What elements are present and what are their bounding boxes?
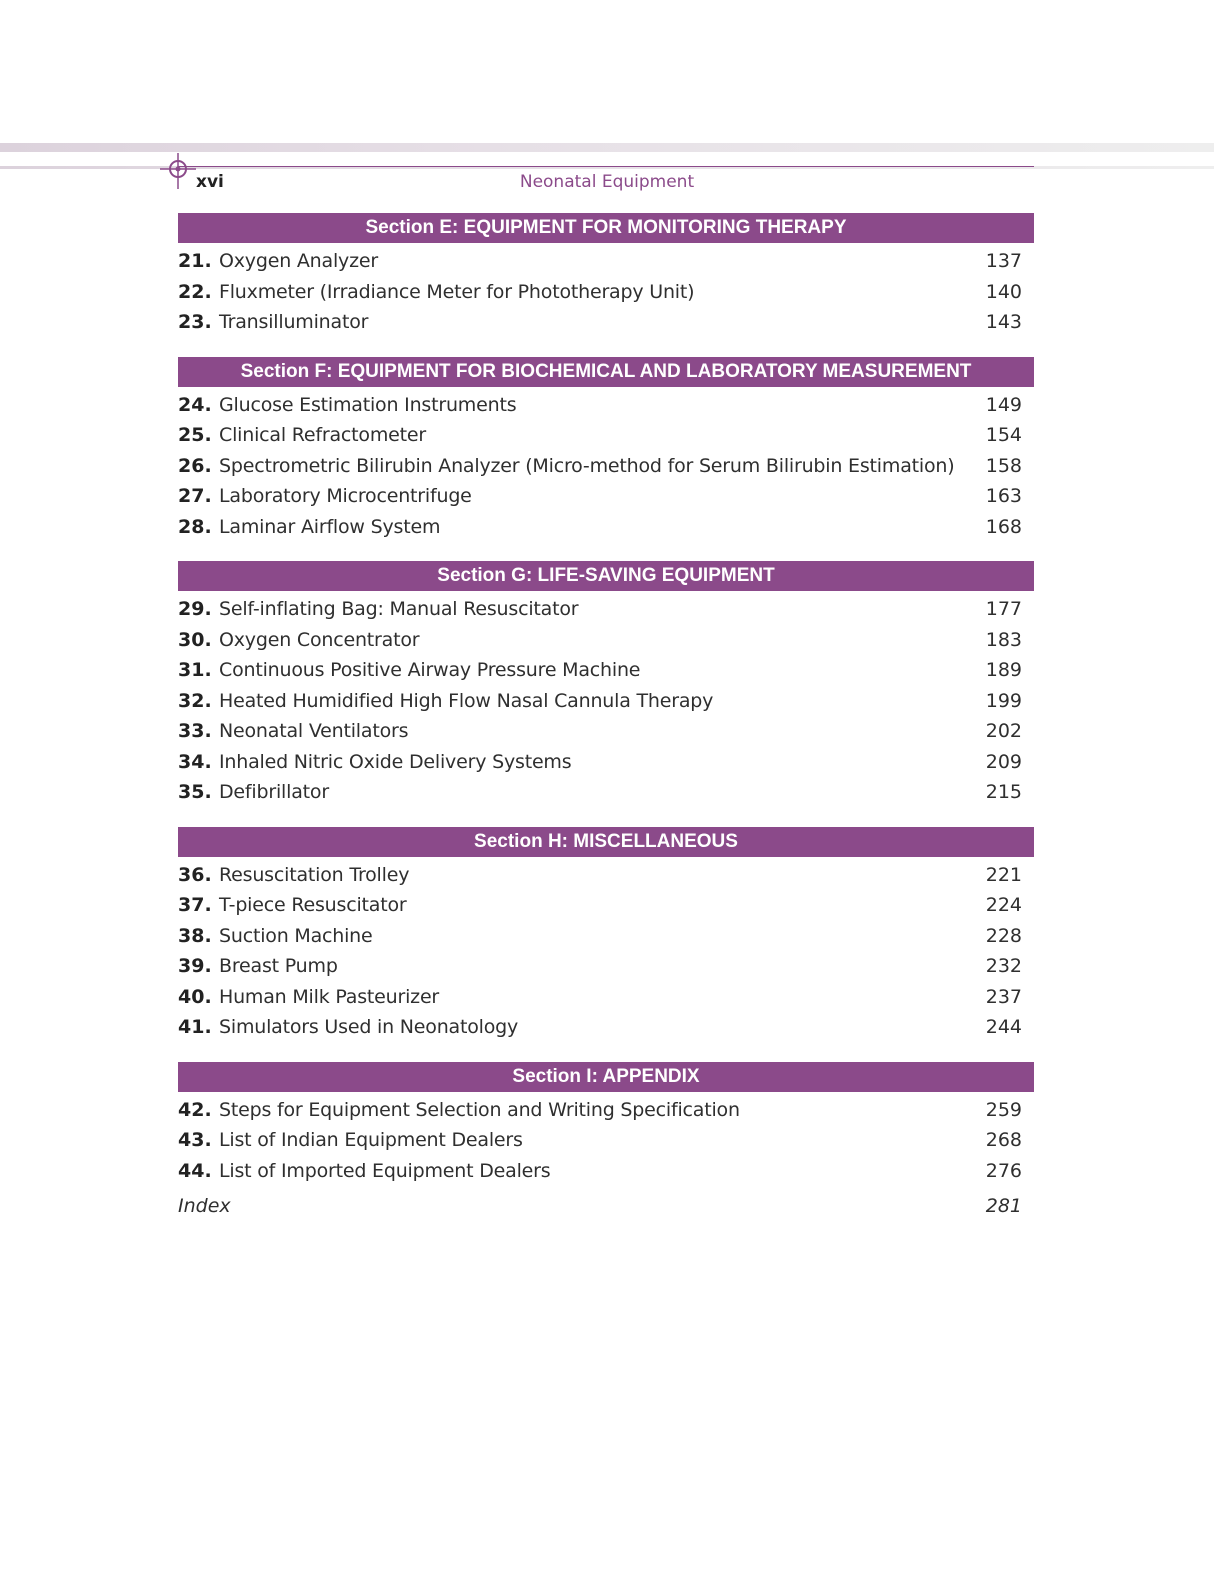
entry-title: Suction Machine <box>219 924 373 947</box>
entry-title: List of Imported Equipment Dealers <box>219 1159 551 1182</box>
entry-title: Breast Pump <box>219 955 338 978</box>
header-rule <box>178 166 1034 167</box>
entry-number: 39. <box>178 955 212 978</box>
toc-entry[interactable] <box>178 451 1034 482</box>
entry-page: 209 <box>985 750 1022 773</box>
entry-number: 24. <box>178 393 212 416</box>
entry-number: 22. <box>178 280 212 303</box>
toc-entry[interactable] <box>178 246 1034 277</box>
entry-title: Oxygen Concentrator <box>219 628 420 651</box>
toc-entry[interactable] <box>178 1125 1034 1156</box>
entry-page: 244 <box>985 1016 1022 1039</box>
entry-page: 221 <box>985 863 1022 886</box>
section-entries <box>178 591 1034 808</box>
toc-entry[interactable] <box>178 512 1034 543</box>
entry-page: 149 <box>985 393 1022 416</box>
section-header: Section H: MISCELLANEOUS <box>178 827 1034 857</box>
section-header: Section G: LIFE-SAVING EQUIPMENT <box>178 561 1034 591</box>
entry-page: 183 <box>985 628 1022 651</box>
entry-page: 276 <box>985 1159 1022 1182</box>
entry-title: Oxygen Analyzer <box>219 250 378 273</box>
entry-number: 36. <box>178 863 212 886</box>
entry-page: 168 <box>985 515 1022 538</box>
entry-title: Simulators Used in Neonatology <box>219 1016 519 1039</box>
index-label: Index <box>178 1195 231 1217</box>
toc-entry[interactable] <box>178 951 1034 982</box>
toc-entry[interactable] <box>178 716 1034 747</box>
entry-title: T-piece Resuscitator <box>219 894 407 917</box>
entry-title: Resuscitation Trolley <box>219 863 410 886</box>
entry-number: 33. <box>178 720 212 743</box>
toc-entry[interactable] <box>178 982 1034 1013</box>
section-gap <box>178 1043 1034 1062</box>
section-gap <box>178 338 1034 357</box>
entry-page: 140 <box>985 280 1022 303</box>
section-gap <box>178 542 1034 561</box>
entry-page: 224 <box>985 894 1022 917</box>
entry-number: 34. <box>178 750 212 773</box>
toc-entry[interactable] <box>178 921 1034 952</box>
entry-title: Human Milk Pasteurizer <box>219 985 440 1008</box>
entry-title: Steps for Equipment Selection and Writing Specification <box>219 1098 740 1121</box>
entry-number: 29. <box>178 598 212 621</box>
running-title: Neonatal Equipment <box>519 172 695 192</box>
entry-page: 237 <box>985 985 1022 1008</box>
toc-entry[interactable] <box>178 860 1034 891</box>
page-number: xvi <box>196 172 224 192</box>
toc-entry[interactable] <box>178 625 1034 656</box>
toc-entry[interactable] <box>178 277 1034 308</box>
entry-title: List of Indian Equipment Dealers <box>219 1129 523 1152</box>
entry-title: Neonatal Ventilators <box>219 720 409 743</box>
entry-number: 38. <box>178 924 212 947</box>
entry-title: Continuous Positive Airway Pressure Machine <box>219 659 641 682</box>
entry-number: 40. <box>178 985 212 1008</box>
toc-entry[interactable] <box>178 594 1034 625</box>
entry-title: Heated Humidified High Flow Nasal Cannula Therapy <box>219 689 714 712</box>
toc-entry[interactable] <box>178 655 1034 686</box>
entry-page: 202 <box>985 720 1022 743</box>
toc-entry[interactable] <box>178 686 1034 717</box>
entry-number: 43. <box>178 1129 212 1152</box>
entry-number: 27. <box>178 485 212 508</box>
entry-page: 189 <box>985 659 1022 682</box>
toc-entry[interactable] <box>178 890 1034 921</box>
entry-title: Laboratory Microcentrifuge <box>219 485 472 508</box>
section-header: Section I: APPENDIX <box>178 1062 1034 1092</box>
toc-entry[interactable] <box>178 747 1034 778</box>
table-of-contents <box>178 213 1034 1221</box>
entry-number: 30. <box>178 628 212 651</box>
entry-page: 215 <box>985 781 1022 804</box>
toc-entry[interactable] <box>178 307 1034 338</box>
entry-page: 143 <box>985 311 1022 334</box>
section-entries <box>178 243 1034 338</box>
section-gap <box>178 808 1034 827</box>
toc-entry[interactable] <box>178 420 1034 451</box>
entry-page: 163 <box>985 485 1022 508</box>
entry-title: Inhaled Nitric Oxide Delivery Systems <box>219 750 572 773</box>
entry-page: 154 <box>985 424 1022 447</box>
entry-number: 26. <box>178 454 212 477</box>
entry-page: 268 <box>985 1129 1022 1152</box>
entry-number: 25. <box>178 424 212 447</box>
entry-page: 137 <box>985 250 1022 273</box>
entry-title: Clinical Refractometer <box>219 424 427 447</box>
entry-page: 232 <box>985 955 1022 978</box>
entry-title: Self-inflating Bag: Manual Resuscitator <box>219 598 579 621</box>
entry-number: 23. <box>178 311 212 334</box>
entry-title: Transilluminator <box>219 311 369 334</box>
entry-number: 32. <box>178 689 212 712</box>
entry-title: Laminar Airflow System <box>219 515 441 538</box>
section-header: Section E: EQUIPMENT FOR MONITORING THERAPY <box>178 213 1034 243</box>
toc-entry[interactable] <box>178 481 1034 512</box>
entry-page: 259 <box>985 1098 1022 1121</box>
index-entry[interactable] <box>178 1191 1034 1221</box>
entry-number: 44. <box>178 1159 212 1182</box>
entry-page: 158 <box>985 454 1022 477</box>
entry-number: 28. <box>178 515 212 538</box>
section-entries <box>178 387 1034 543</box>
toc-entry[interactable] <box>178 1095 1034 1126</box>
toc-entry[interactable] <box>178 1156 1034 1187</box>
entry-title: Glucose Estimation Instruments <box>219 393 517 416</box>
toc-entry[interactable] <box>178 390 1034 421</box>
entry-number: 35. <box>178 781 212 804</box>
entry-number: 37. <box>178 894 212 917</box>
entry-number: 21. <box>178 250 212 273</box>
section-header: Section F: EQUIPMENT FOR BIOCHEMICAL AND LABORATORY MEASUREMENT <box>178 357 1034 387</box>
entry-title: Fluxmeter (Irradiance Meter for Phototherapy Unit) <box>219 280 695 303</box>
entry-number: 42. <box>178 1098 212 1121</box>
section-entries <box>178 857 1034 1043</box>
entry-title: Defibrillator <box>219 781 329 804</box>
entry-page: 199 <box>985 689 1022 712</box>
toc-entry[interactable] <box>178 777 1034 808</box>
toc-entry[interactable] <box>178 1012 1034 1043</box>
entry-page: 177 <box>985 598 1022 621</box>
section-entries <box>178 1092 1034 1187</box>
index-page: 281 <box>985 1195 1022 1217</box>
entry-page: 228 <box>985 924 1022 947</box>
entry-number: 31. <box>178 659 212 682</box>
entry-number: 41. <box>178 1016 212 1039</box>
entry-title: Spectrometric Bilirubin Analyzer (Micro-method for Serum Bilirubin Estimation) <box>219 454 955 477</box>
